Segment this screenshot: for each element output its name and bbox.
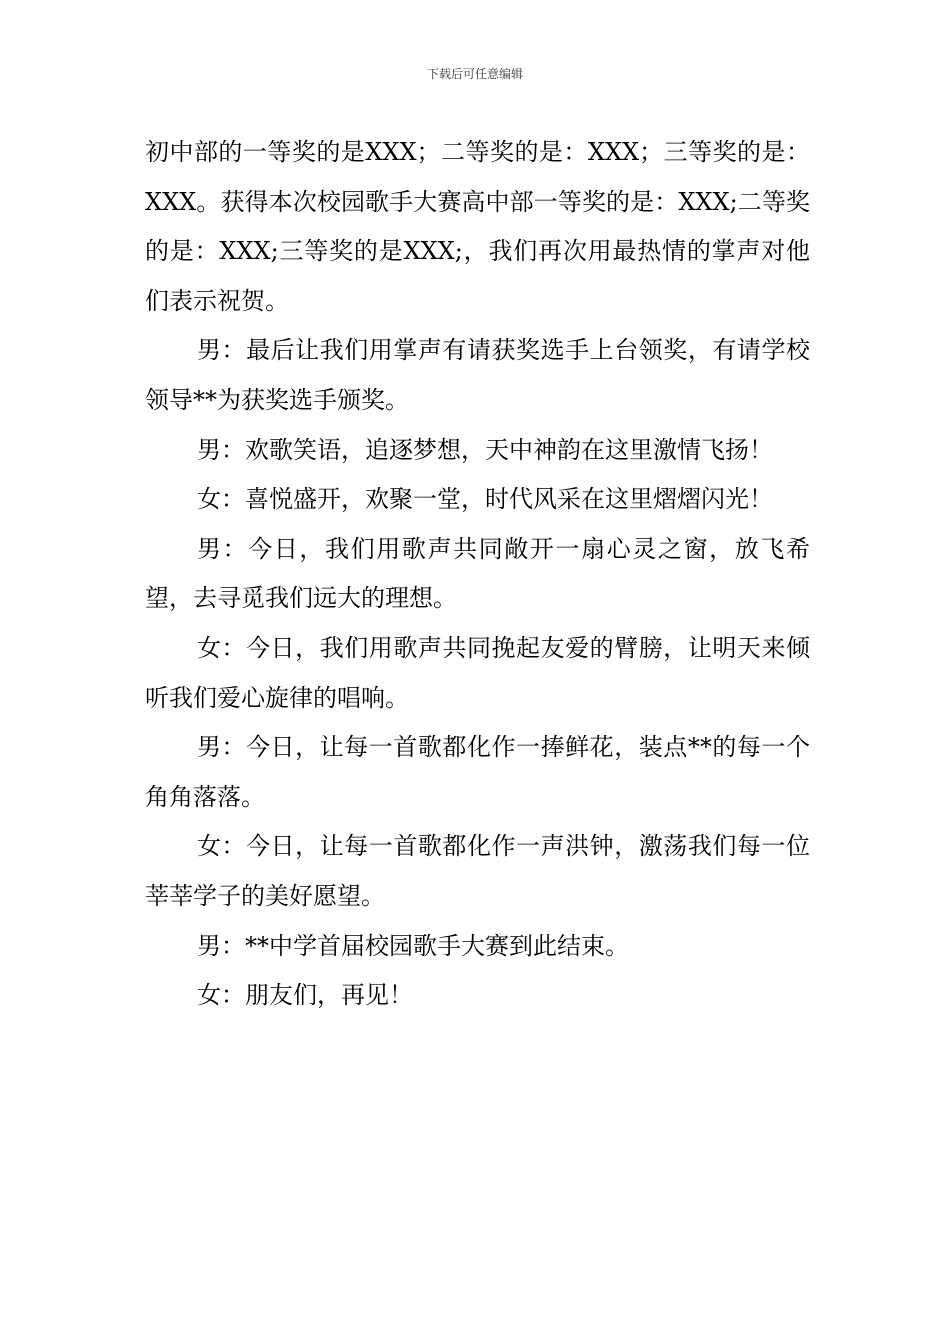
paragraph-male-closing-1: 男：欢歌笑语，追逐梦想，天中神韵在这里激情飞扬！ [197,435,773,464]
paragraph-male-end: 男：**中学首届校园歌手大赛到此结束。 [197,931,629,960]
paragraph-female-closing-3: 女：今日，让每一首歌都化作一声洪钟，激荡我们每一位莘莘学子的美好愿望。 [145,832,810,910]
paragraph-awards: 初中部的一等奖的是XXX；二等奖的是：XXX；三等奖的是：XXX。获得本次校园歌手大赛高中部一等奖的是：XXX;二等奖的是：XXX;三等奖的是XXX;，我们再次用最热情的掌声对他们表示祝贺。 [145,138,810,315]
paragraph-female-closing-1: 女：喜悦盛开，欢聚一堂，时代风采在这里熠熠闪光！ [197,485,773,514]
paragraph-female-goodbye: 女：朋友们，再见！ [197,981,413,1010]
page-header: 下载后可任意编辑 [426,67,523,81]
paragraph-award-ceremony: 男：最后让我们用掌声有请获奖选手上台领奖，有请学校领导**为获奖选手颁奖。 [145,336,810,414]
paragraph-female-closing-2: 女：今日，我们用歌声共同挽起友爱的臂膀，让明天来倾听我们爱心旋律的唱响。 [145,633,810,712]
paragraph-male-closing-3: 男：今日，让每一首歌都化作一捧鲜花，装点**的每一个角角落落。 [145,733,810,811]
document-body [145,128,810,1021]
paragraph-male-closing-2: 男：今日，我们用歌声共同敞开一扇心灵之窗，放飞希望，去寻觅我们远大的理想。 [145,534,810,613]
